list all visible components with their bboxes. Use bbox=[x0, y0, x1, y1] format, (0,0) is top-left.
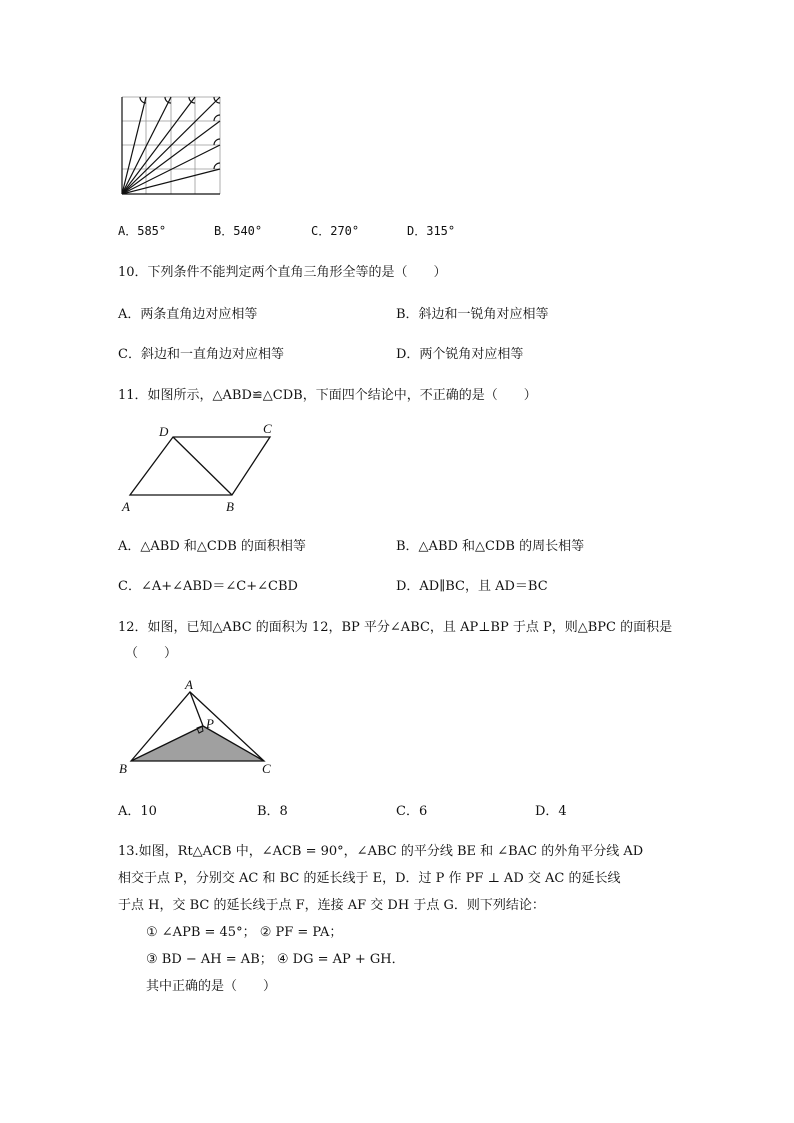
q11-option-a: A．△ABD 和△CDB 的面积相等 bbox=[118, 539, 306, 554]
q13-line-2: 相交于点 P，分别交 AC 和 BC 的延长线于 E，D．过 P 作 PF ⊥ AD 交 AC 的延长线 bbox=[118, 871, 621, 886]
q12-label-p: P bbox=[206, 716, 214, 731]
q12-option-b: B．8 bbox=[257, 804, 288, 819]
q13-line-6: 其中正确的是（ ） bbox=[146, 979, 277, 994]
q12-triangle-figure bbox=[116, 676, 282, 778]
q11-option-c: C．∠A+∠ABD＝∠C+∠CBD bbox=[118, 579, 298, 594]
q12-option-c: C．6 bbox=[396, 804, 428, 819]
q10-option-a: A．两条直角边对应相等 bbox=[118, 307, 258, 322]
q9-option-d: D．315° bbox=[407, 224, 456, 238]
q12-option-a: A．10 bbox=[118, 804, 157, 819]
q12-label-a: A bbox=[185, 677, 193, 692]
q12-option-d: D．4 bbox=[535, 804, 567, 819]
q10-stem: 10．下列条件不能判定两个直角三角形全等的是（ ） bbox=[118, 265, 447, 280]
q11-label-a: A bbox=[122, 499, 130, 514]
q11-label-d: D bbox=[159, 424, 169, 439]
q12-stem: 12．如图，已知△ABC 的面积为 12，BP 平分∠ABC，且 AP⊥BP 于点 P，则△BPC 的面积是 bbox=[118, 620, 673, 635]
q11-parallelogram-figure bbox=[118, 420, 288, 516]
q11-stem: 11．如图所示，△ABD≌△CDB，下面四个结论中，不正确的是（ ） bbox=[118, 388, 537, 403]
q9-fan-figure bbox=[116, 92, 228, 202]
q13-line-5: ③ BD − AH = AB； ④ DG = AP + GH． bbox=[146, 952, 405, 967]
q12-label-b: B bbox=[119, 761, 127, 776]
q11-label-c: C bbox=[263, 421, 272, 436]
q13-line-1: 13.如图，Rt△ACB 中，∠ACB = 90°，∠ABC 的平分线 BE 和 ∠BAC 的外角平分线 AD bbox=[118, 844, 644, 859]
q12-label-c: C bbox=[262, 761, 271, 776]
q9-option-c: C．270° bbox=[311, 224, 360, 238]
q11-label-b: B bbox=[226, 499, 234, 514]
q9-option-b: B．540° bbox=[214, 224, 263, 238]
q11-option-d: D．AD∥BC，且 AD＝BC bbox=[396, 579, 548, 594]
q13-line-3: 于点 H，交 BC 的延长线于点 F，连接 AF 交 DH 于点 G．则下列结论： bbox=[118, 898, 545, 913]
q11-option-b: B．△ABD 和△CDB 的周长相等 bbox=[396, 539, 585, 554]
q10-option-b: B．斜边和一锐角对应相等 bbox=[396, 307, 549, 322]
q13-line-4: ① ∠APB = 45°； ② PF = PA； bbox=[146, 925, 343, 940]
q10-option-d: D．两个锐角对应相等 bbox=[396, 347, 524, 362]
q9-option-a: A．585° bbox=[118, 224, 167, 238]
q12-stem-cont: （ ） bbox=[125, 646, 178, 661]
q10-option-c: C．斜边和一直角边对应相等 bbox=[118, 347, 284, 362]
